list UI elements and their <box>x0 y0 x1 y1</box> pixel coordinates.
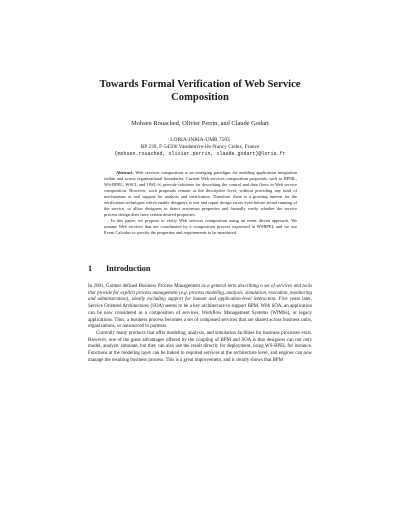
section-heading <box>88 264 328 273</box>
title-line-1: Towards Formal Verification of Web Service <box>99 79 301 90</box>
abstract-text-1: Web services composition is an emerging paradigm for enabling application integration within and across organizational boundaries. Current Web services composition proposals, such as BPML, WS-BPEL, WSCI, and OWL-S, provide solutions for describing the control and data flows in Web service composition. However, such proposals remain at the descriptive level, without providing any kind of mechanisms or tool support for analysis and verification. Therefore, there is a growing interest for the verification techniques which enable designers to test and repair design errors even before actual running of the service, or allow designers to detect erroneous properties and formally verify whether the service process design does have certain desired properties. <box>104 170 297 218</box>
intro-p1-end: Five years later, Service Oriented Architectures (SOA) seems to be a key architecture to support BPM. With SOA, an application can be now considered as a composition of services, Workflow Management Systems (WfMSs), or legacy applications. Thus, a business process becomes a set of composed services that are shared across business units, organizations, or outsourced to partners. <box>88 297 312 330</box>
author-list: Mohsen Rouached, Olivier Perrin, and Claude Godart <box>131 120 269 127</box>
intro-p1-start: In 2001, Gartner defined Business Process Management <box>88 284 202 289</box>
affiliation-line-2: BP 239, F-54506 Vandœuvre-lès-Nancy Cedex, France <box>140 144 260 151</box>
title-line-2: Composition <box>171 92 229 103</box>
abstract-paragraph-1 <box>104 170 297 218</box>
abstract-label: Abstract. <box>116 170 134 175</box>
introduction-body <box>88 284 312 364</box>
intro-paragraph-1 <box>88 284 312 331</box>
paper-title <box>40 78 360 104</box>
affiliation-line-1: LORIA-INRIA-UMR 7503 <box>170 137 230 143</box>
abstract-paragraph-2: In this paper, we propose to verify Web services composition using an event driven approach. We assume Web services that are coordinated by a composition process expressed in WSBPEL and we use Event Calculus to specify the properties and requirements to be monitored. <box>104 218 297 236</box>
abstract <box>104 170 297 237</box>
affiliation-block <box>40 137 360 159</box>
section-title: Introduction <box>106 264 151 273</box>
intro-p1-quote: as a general term describing a set of services and tools that provide for explicit process management (e.g. process modeling, analysis, simulation, execution, monitoring and administration), ideally including support for human and application-level interaction. <box>88 284 312 303</box>
section-number: 1 <box>88 264 93 273</box>
author-emails: {mohsen.rouached, olivier.perrin, claude.godart}@loria.fr <box>114 151 286 158</box>
intro-paragraph-2: Currently many products that offer modeling, analysis, and simulation facilities for business processes exist. However, one of the great advantages offered by the coupling of BPM and SOA is that designers can not only model, analyze, simulate, but they can also use the result directly for deployment, using WS-BPEL for instance. Functions at the modeling layer can be linked to required services at the architecture level, and engines can now manage the resulting business process. This is a great improvement, and it clearly shows that BPM <box>88 330 312 363</box>
